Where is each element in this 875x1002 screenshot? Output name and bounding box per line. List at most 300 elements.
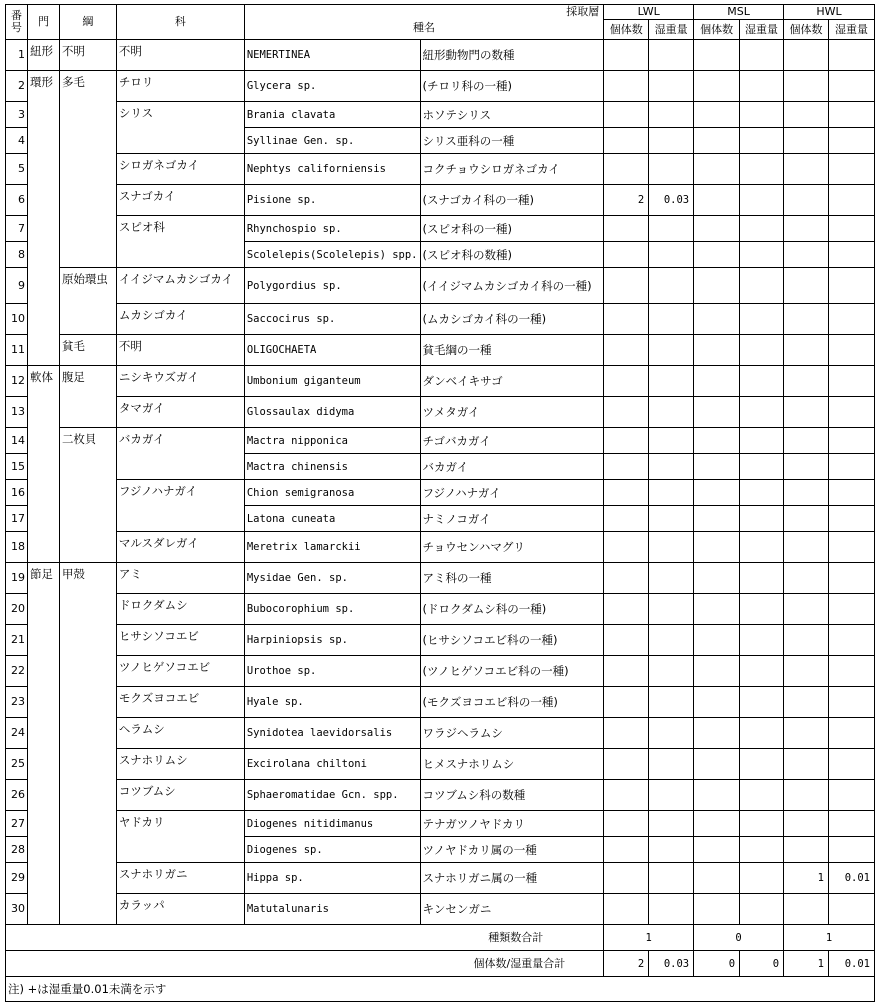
value-hwl-n [784, 894, 829, 925]
value-msl-w [740, 718, 784, 749]
value-lwl-n [604, 242, 649, 268]
value-hwl-w [828, 102, 874, 128]
value-hwl-n [784, 335, 829, 366]
japanese-name: (イイジマムカシゴカイ科の一種) [420, 268, 604, 304]
scientific-name: OLIGOCHAETA [244, 335, 420, 366]
row-number: 15 [6, 454, 28, 480]
japanese-name: (スナゴカイ科の一種) [420, 185, 604, 216]
total-msl-n: 0 [694, 951, 740, 977]
value-msl-n [694, 687, 740, 718]
table-row [6, 863, 875, 894]
value-hwl-n [784, 480, 829, 506]
row-number: 20 [6, 594, 28, 625]
row-number: 5 [6, 154, 28, 185]
value-msl-n [694, 749, 740, 780]
value-lwl-w [649, 837, 694, 863]
japanese-name: アミ科の一種 [420, 563, 604, 594]
value-lwl-w [649, 366, 694, 397]
value-hwl-w [828, 154, 874, 185]
value-lwl-w [649, 304, 694, 335]
value-msl-n [694, 102, 740, 128]
value-hwl-w [828, 304, 874, 335]
value-lwl-w [649, 863, 694, 894]
row-number: 9 [6, 268, 28, 304]
japanese-name: コクチョウシロガネゴカイ [420, 154, 604, 185]
species-total-lwl: 1 [604, 925, 694, 951]
scientific-name: Syllinae Gen. sp. [244, 128, 420, 154]
value-hwl-n [784, 837, 829, 863]
value-hwl-w [828, 128, 874, 154]
japanese-name: チョウセンハマグリ [420, 532, 604, 563]
family-cell: マルスダレガイ [116, 532, 244, 563]
value-msl-w [740, 428, 784, 454]
species-total-msl: 0 [694, 925, 784, 951]
header-msl: MSL [694, 5, 784, 20]
value-msl-n [694, 71, 740, 102]
japanese-name: ホソテシリス [420, 102, 604, 128]
value-msl-n [694, 532, 740, 563]
table-row [6, 268, 875, 304]
value-msl-w [740, 594, 784, 625]
value-lwl-w [649, 335, 694, 366]
value-msl-w [740, 102, 784, 128]
value-lwl-w [649, 397, 694, 428]
value-hwl-n [784, 780, 829, 811]
value-lwl-w: 0.03 [649, 185, 694, 216]
japanese-name: 貧毛綱の一種 [420, 335, 604, 366]
japanese-name: (ツノヒゲソコエビ科の一種) [420, 656, 604, 687]
value-msl-w [740, 506, 784, 532]
value-lwl-n [604, 216, 649, 242]
species-total-hwl: 1 [784, 925, 875, 951]
scientific-name: Diogenes sp. [244, 837, 420, 863]
japanese-name: スナホリガニ属の一種 [420, 863, 604, 894]
value-lwl-w [649, 268, 694, 304]
header-species [244, 5, 603, 40]
value-lwl-n [604, 780, 649, 811]
value-lwl-w [649, 128, 694, 154]
value-msl-w [740, 687, 784, 718]
value-hwl-n: 1 [784, 863, 829, 894]
value-hwl-w [828, 268, 874, 304]
class-cell: 二枚貝 [59, 428, 116, 563]
family-cell: モクズヨコエビ [116, 687, 244, 718]
value-msl-w [740, 811, 784, 837]
value-lwl-w [649, 454, 694, 480]
value-msl-w [740, 563, 784, 594]
family-cell: コツブムシ [116, 780, 244, 811]
class-cell: 貧毛 [59, 335, 116, 366]
value-msl-n [694, 656, 740, 687]
row-number: 17 [6, 506, 28, 532]
row-number: 2 [6, 71, 28, 102]
value-msl-w [740, 656, 784, 687]
value-hwl-w [828, 563, 874, 594]
value-hwl-w [828, 656, 874, 687]
family-cell: ヤドカリ [116, 811, 244, 863]
individual-total-row [6, 951, 875, 977]
value-lwl-w [649, 656, 694, 687]
value-hwl-w [828, 594, 874, 625]
class-cell: 原始環虫 [59, 268, 116, 335]
value-hwl-w [828, 185, 874, 216]
header-hwl-count: 個体数 [784, 20, 829, 40]
family-cell: ヘラムシ [116, 718, 244, 749]
scientific-name: Synidotea laevidorsalis [244, 718, 420, 749]
value-hwl-w [828, 242, 874, 268]
footnote: 注) +は湿重量0.01未満を示す [6, 977, 875, 1002]
value-hwl-n [784, 563, 829, 594]
value-lwl-n [604, 397, 649, 428]
value-msl-n [694, 454, 740, 480]
value-lwl-n [604, 454, 649, 480]
family-cell: スナゴカイ [116, 185, 244, 216]
row-number: 12 [6, 366, 28, 397]
value-hwl-n [784, 366, 829, 397]
value-lwl-n [604, 837, 649, 863]
value-hwl-w [828, 335, 874, 366]
japanese-name: キンセンガニ [420, 894, 604, 925]
species-total-label: 種類数合計 [6, 925, 604, 951]
value-msl-n [694, 718, 740, 749]
total-lwl-w: 0.03 [649, 951, 694, 977]
japanese-name: 紐形動物門の数種 [420, 40, 604, 71]
value-hwl-n [784, 268, 829, 304]
family-cell: フジノハナガイ [116, 480, 244, 532]
value-hwl-n [784, 242, 829, 268]
row-number: 27 [6, 811, 28, 837]
japanese-name: フジノハナガイ [420, 480, 604, 506]
table-row [6, 625, 875, 656]
value-lwl-n [604, 687, 649, 718]
value-lwl-n [604, 594, 649, 625]
value-hwl-w [828, 687, 874, 718]
value-lwl-w [649, 687, 694, 718]
scientific-name: Mactra chinensis [244, 454, 420, 480]
value-hwl-n [784, 749, 829, 780]
japanese-name: (モクズヨコエビ科の一種) [420, 687, 604, 718]
value-lwl-w [649, 780, 694, 811]
scientific-name: Glycera sp. [244, 71, 420, 102]
row-number: 21 [6, 625, 28, 656]
total-lwl-n: 2 [604, 951, 649, 977]
japanese-name: ヒメスナホリムシ [420, 749, 604, 780]
scientific-name: Harpiniopsis sp. [244, 625, 420, 656]
value-msl-n [694, 128, 740, 154]
value-msl-w [740, 454, 784, 480]
value-hwl-w [828, 454, 874, 480]
phylum-cell: 環形 [27, 71, 59, 366]
value-lwl-w [649, 718, 694, 749]
value-msl-w [740, 532, 784, 563]
value-msl-n [694, 366, 740, 397]
family-cell: イイジマムカシゴカイ [116, 268, 244, 304]
scientific-name: Nephtys californiensis [244, 154, 420, 185]
value-lwl-n [604, 428, 649, 454]
family-cell: シリス [116, 102, 244, 154]
value-hwl-w [828, 780, 874, 811]
header-hwl-weight: 湿重量 [828, 20, 874, 40]
header-lwl: LWL [604, 5, 694, 20]
value-msl-w [740, 480, 784, 506]
scientific-name: Scolelepis(Scolelepis) spp. [244, 242, 420, 268]
row-number: 1 [6, 40, 28, 71]
japanese-name: バカガイ [420, 454, 604, 480]
row-number: 16 [6, 480, 28, 506]
scientific-name: Polygordius sp. [244, 268, 420, 304]
table-row [6, 366, 875, 397]
value-msl-w [740, 154, 784, 185]
value-msl-n [694, 216, 740, 242]
family-cell: ヒサシソコエビ [116, 625, 244, 656]
table-row [6, 397, 875, 428]
value-lwl-n [604, 749, 649, 780]
value-lwl-n [604, 154, 649, 185]
row-number: 3 [6, 102, 28, 128]
scientific-name: Rhynchospio sp. [244, 216, 420, 242]
value-msl-n [694, 480, 740, 506]
value-hwl-n [784, 594, 829, 625]
value-msl-w [740, 268, 784, 304]
value-lwl-n [604, 863, 649, 894]
value-msl-n [694, 397, 740, 428]
row-number: 14 [6, 428, 28, 454]
row-number: 23 [6, 687, 28, 718]
value-msl-w [740, 749, 784, 780]
scientific-name: Saccocirus sp. [244, 304, 420, 335]
family-cell: 不明 [116, 40, 244, 71]
row-number: 25 [6, 749, 28, 780]
family-cell: ドロクダムシ [116, 594, 244, 625]
scientific-name: NEMERTINEA [244, 40, 420, 71]
value-hwl-n [784, 532, 829, 563]
value-hwl-n [784, 656, 829, 687]
value-msl-n [694, 625, 740, 656]
scientific-name: Mactra nipponica [244, 428, 420, 454]
total-hwl-w: 0.01 [828, 951, 874, 977]
scientific-name: Mysidae Gen. sp. [244, 563, 420, 594]
family-cell: チロリ [116, 71, 244, 102]
value-hwl-n [784, 154, 829, 185]
scientific-name: Brania clavata [244, 102, 420, 128]
value-lwl-w [649, 154, 694, 185]
table-row [6, 811, 875, 837]
value-lwl-w [649, 532, 694, 563]
value-hwl-n [784, 216, 829, 242]
header-phylum: 門 [27, 5, 59, 40]
row-number: 19 [6, 563, 28, 594]
value-lwl-n [604, 718, 649, 749]
table-row [6, 480, 875, 506]
total-msl-w: 0 [740, 951, 784, 977]
value-hwl-n [784, 71, 829, 102]
table-row [6, 304, 875, 335]
value-msl-w [740, 242, 784, 268]
scientific-name: Bubocorophium sp. [244, 594, 420, 625]
header-family: 科 [116, 5, 244, 40]
species-table [5, 4, 875, 1002]
value-lwl-w [649, 480, 694, 506]
scientific-name: Umbonium giganteum [244, 366, 420, 397]
class-cell: 多毛 [59, 71, 116, 268]
value-msl-n [694, 780, 740, 811]
japanese-name: ツノヤドカリ属の一種 [420, 837, 604, 863]
value-hwl-w [828, 40, 874, 71]
value-hwl-w [828, 71, 874, 102]
table-row [6, 185, 875, 216]
value-lwl-n [604, 366, 649, 397]
value-lwl-n [604, 128, 649, 154]
table-row [6, 71, 875, 102]
row-number: 7 [6, 216, 28, 242]
class-cell: 甲殻 [59, 563, 116, 925]
value-lwl-n [604, 480, 649, 506]
value-lwl-n [604, 40, 649, 71]
family-cell: カラッパ [116, 894, 244, 925]
japanese-name: (ムカシゴカイ科の一種) [420, 304, 604, 335]
row-number: 8 [6, 242, 28, 268]
value-msl-w [740, 335, 784, 366]
row-number: 29 [6, 863, 28, 894]
species-total-row [6, 925, 875, 951]
value-hwl-w [828, 506, 874, 532]
value-msl-w [740, 780, 784, 811]
japanese-name: (チロリ科の一種) [420, 71, 604, 102]
value-lwl-n [604, 102, 649, 128]
scientific-name: Glossaulax didyma [244, 397, 420, 428]
value-msl-w [740, 216, 784, 242]
japanese-name: (スピオ科の数種) [420, 242, 604, 268]
value-msl-n [694, 811, 740, 837]
value-hwl-w [828, 532, 874, 563]
row-number: 4 [6, 128, 28, 154]
value-msl-w [740, 625, 784, 656]
value-hwl-w: 0.01 [828, 863, 874, 894]
value-msl-w [740, 185, 784, 216]
table-row [6, 656, 875, 687]
value-msl-n [694, 894, 740, 925]
value-msl-n [694, 154, 740, 185]
table-row [6, 216, 875, 242]
table-row [6, 687, 875, 718]
value-lwl-w [649, 102, 694, 128]
scientific-name: Matutalunaris [244, 894, 420, 925]
row-number: 10 [6, 304, 28, 335]
row-number: 11 [6, 335, 28, 366]
header-sampling-layer: 採取層 [566, 5, 600, 18]
family-cell: スナホリガニ [116, 863, 244, 894]
class-cell: 腹足 [59, 366, 116, 428]
value-lwl-n [604, 656, 649, 687]
value-msl-n [694, 335, 740, 366]
scientific-name: Diogenes nitidimanus [244, 811, 420, 837]
family-cell: タマガイ [116, 397, 244, 428]
row-number: 26 [6, 780, 28, 811]
value-msl-n [694, 837, 740, 863]
value-msl-w [740, 71, 784, 102]
row-number: 30 [6, 894, 28, 925]
scientific-name: Meretrix lamarckii [244, 532, 420, 563]
value-lwl-w [649, 428, 694, 454]
value-lwl-w [649, 242, 694, 268]
value-lwl-w [649, 563, 694, 594]
family-cell: ムカシゴカイ [116, 304, 244, 335]
value-hwl-n [784, 506, 829, 532]
value-hwl-n [784, 128, 829, 154]
value-hwl-n [784, 687, 829, 718]
class-cell: 不明 [59, 40, 116, 71]
value-msl-w [740, 304, 784, 335]
value-hwl-n [784, 811, 829, 837]
scientific-name: Sphaeromatidae Gcn. spp. [244, 780, 420, 811]
phylum-cell: 軟体 [27, 366, 59, 563]
family-cell: 不明 [116, 335, 244, 366]
value-msl-n [694, 428, 740, 454]
value-lwl-w [649, 749, 694, 780]
value-hwl-n [784, 625, 829, 656]
value-lwl-n [604, 894, 649, 925]
value-lwl-w [649, 594, 694, 625]
row-number: 13 [6, 397, 28, 428]
value-hwl-w [828, 480, 874, 506]
value-msl-w [740, 863, 784, 894]
value-hwl-w [828, 718, 874, 749]
row-number: 28 [6, 837, 28, 863]
value-hwl-n [784, 185, 829, 216]
table-row [6, 40, 875, 71]
value-msl-n [694, 40, 740, 71]
family-cell: ツノヒゲソコエビ [116, 656, 244, 687]
value-msl-w [740, 894, 784, 925]
family-cell: アミ [116, 563, 244, 594]
value-msl-n [694, 506, 740, 532]
individual-total-label: 個体数/湿重量合計 [6, 951, 604, 977]
value-lwl-n [604, 563, 649, 594]
value-hwl-n [784, 454, 829, 480]
value-lwl-w [649, 894, 694, 925]
scientific-name: Pisione sp. [244, 185, 420, 216]
table-row [6, 749, 875, 780]
japanese-name: (スピオ科の一種) [420, 216, 604, 242]
value-lwl-n [604, 506, 649, 532]
header-hwl: HWL [784, 5, 875, 20]
table-row [6, 718, 875, 749]
value-lwl-n [604, 625, 649, 656]
table-row [6, 780, 875, 811]
header-lwl-weight: 湿重量 [649, 20, 694, 40]
value-hwl-n [784, 428, 829, 454]
value-lwl-w [649, 506, 694, 532]
value-msl-n [694, 185, 740, 216]
value-hwl-w [828, 625, 874, 656]
family-cell: バカガイ [116, 428, 244, 480]
value-hwl-n [784, 304, 829, 335]
value-hwl-w [828, 216, 874, 242]
value-msl-w [740, 366, 784, 397]
value-lwl-n [604, 268, 649, 304]
header-msl-weight: 湿重量 [740, 20, 784, 40]
japanese-name: (ヒサシソコエビ科の一種) [420, 625, 604, 656]
row-number: 18 [6, 532, 28, 563]
japanese-name: ツメタガイ [420, 397, 604, 428]
value-lwl-w [649, 811, 694, 837]
japanese-name: チゴバカガイ [420, 428, 604, 454]
value-msl-n [694, 304, 740, 335]
value-hwl-n [784, 40, 829, 71]
value-lwl-n [604, 811, 649, 837]
total-hwl-n: 1 [784, 951, 829, 977]
scientific-name: Excirolana chiltoni [244, 749, 420, 780]
